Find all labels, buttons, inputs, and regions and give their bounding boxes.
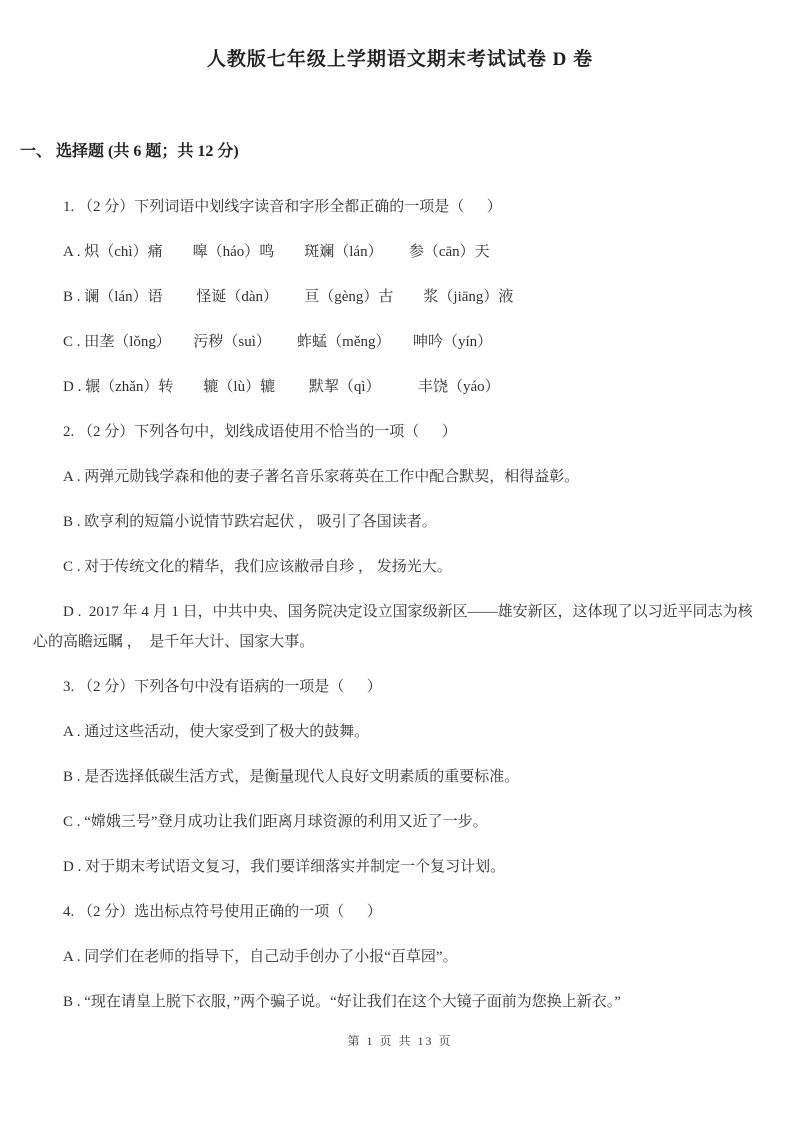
section-heading-multiple-choice: 一、 选择题 (共 6 题；共 12 分) — [20, 143, 239, 160]
question-option: A . 通过这些活动，使大家受到了极大的鼓舞。 — [63, 724, 370, 740]
question-stem: 3. （2 分）下列各句中没有语病的一项是（ ） — [63, 679, 382, 695]
question-option: B . 谰（lán）语 怪诞（dàn） 亘（gèng）古 浆（jiāng）液 — [63, 289, 514, 305]
question-option: A . 同学们在老师的指导下，自己动手创办了小报“百草园”。 — [63, 949, 458, 965]
question-option: B . 欧亨利的短篇小说情节跌宕起伏 ， 吸引了各国读者。 — [63, 514, 437, 530]
question-stem: 1. （2 分）下列词语中划线字读音和字形全都正确的一项是（ ） — [63, 199, 502, 215]
question-option: D . 2017 年 4 月 1 日，中共中央、国务院决定设立国家级新区——雄安新区，这体现了以习近平同志为核心的高瞻远瞩 ， 是千年大计、国家大事。 — [33, 604, 753, 650]
question-stem: 2. （2 分）下列各句中，划线成语使用不恰当的一项（ ） — [63, 424, 457, 440]
question-option: A . 两弹元勋钱学森和他的妻子著名音乐家蒋英在工作中配合默契，相得益彰。 — [63, 469, 580, 485]
page-number-footer: 第 1 页 共 13 页 — [347, 1034, 453, 1048]
question-option: C . 田垄（lǒng） 污秽（suì） 蚱蜢（měng） 呻吟（yín） — [63, 334, 493, 350]
document-title: 人教版七年级上学期语文期末考试试卷 D 卷 — [206, 49, 594, 70]
question-option: B . “现在请皇上脱下衣服，”两个骗子说。“好让我们在这个大镜子面前为您换上新衣。” — [63, 994, 621, 1010]
question-stem: 4. （2 分）选出标点符号使用正确的一项（ ） — [63, 904, 382, 920]
questions — [33, 192, 767, 1017]
question-option: A . 炽（chì）痛 嗥（háo）鸣 斑斓（lán） 参（cān）天 — [63, 244, 490, 260]
question-option: C . 对于传统文化的精华，我们应该敝帚自珍 ， 发扬光大。 — [63, 559, 452, 575]
question-option: C . “嫦娥三号”登月成功让我们距离月球资源的利用又近了一步。 — [63, 814, 488, 830]
question-option: D . 对于期末考试语文复习，我们要详细落实并制定一个复习计划。 — [63, 859, 506, 875]
question-option: B . 是否选择低碳生活方式，是衡量现代人良好文明素质的重要标准。 — [63, 769, 520, 785]
question-option: D . 辗（zhǎn）转 辘（lù）辘 默挈（qì） 丰饶（yáo） — [63, 379, 500, 395]
